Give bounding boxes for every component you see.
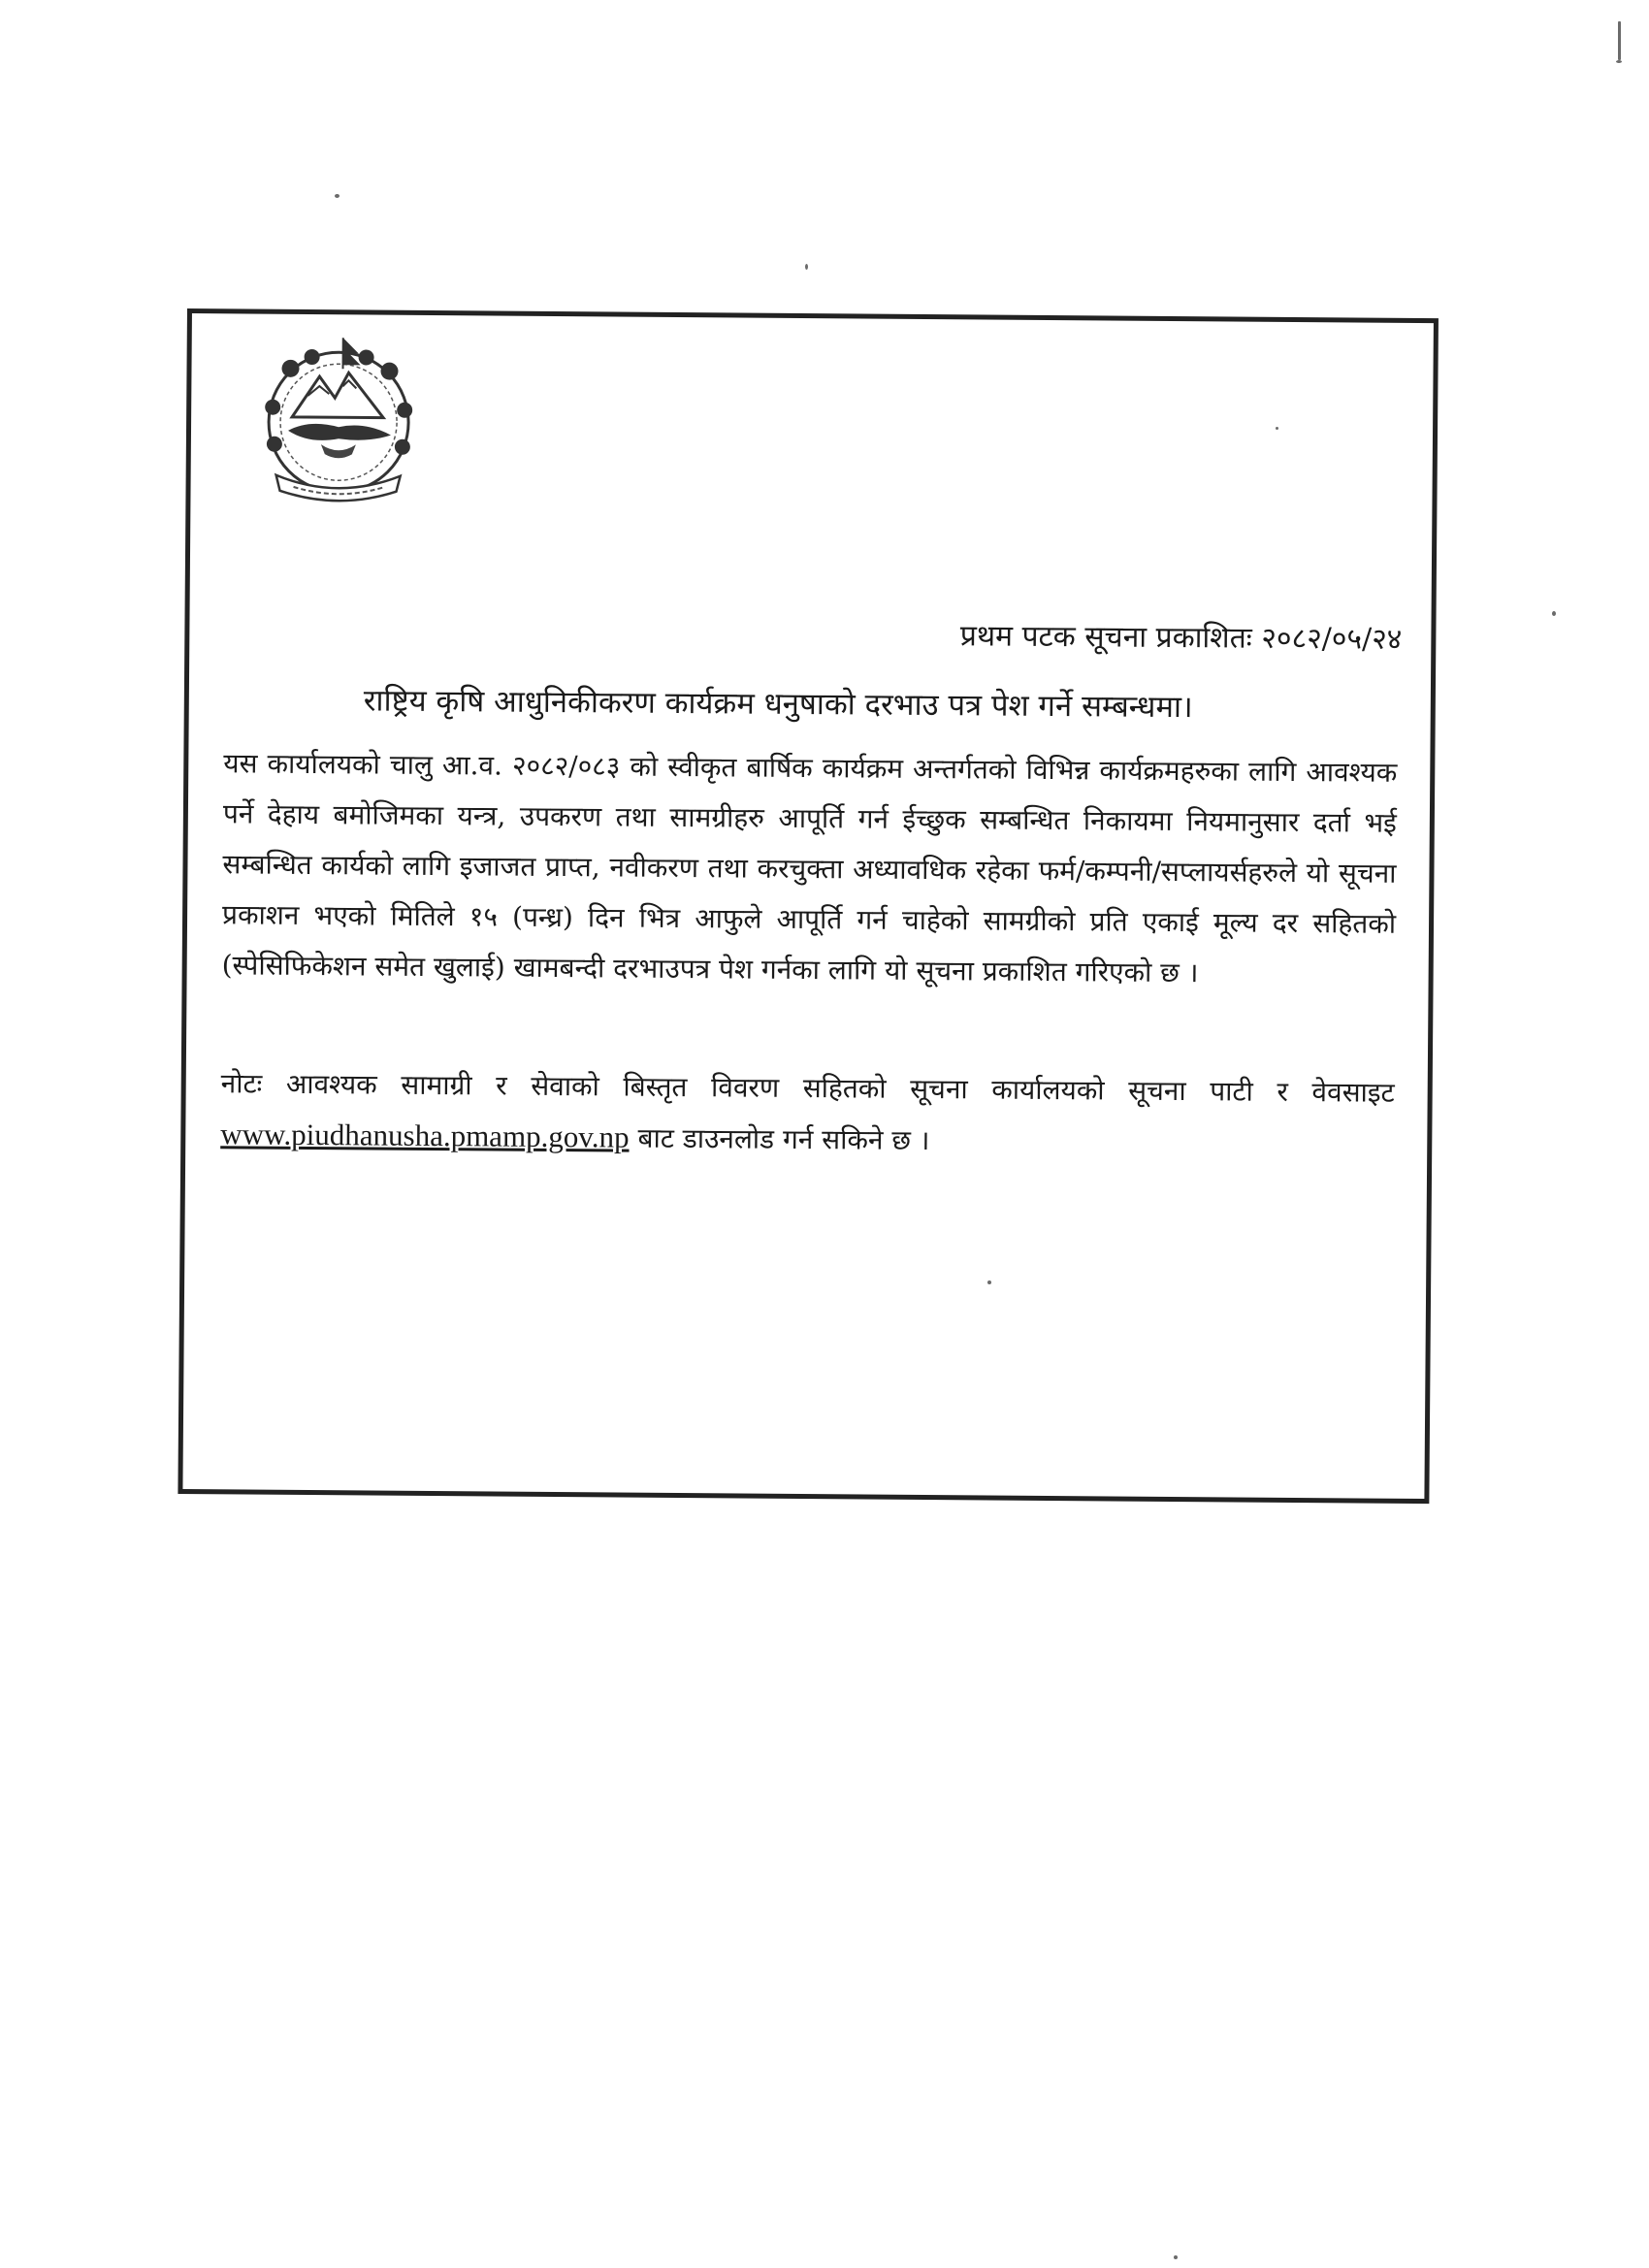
- notice-box: [178, 308, 1439, 1504]
- nepal-government-emblem-icon: [250, 330, 426, 505]
- notice-note: [220, 1058, 1395, 1169]
- scan-speck: [1616, 60, 1622, 63]
- scan-speck: [1618, 21, 1621, 60]
- website-link[interactable]: www.piudhanusha.pmamp.gov.np: [220, 1117, 630, 1154]
- scan-speck: [1552, 611, 1556, 616]
- note-suffix: बाट डाउनलोड गर्न सकिने छ ।: [637, 1121, 930, 1157]
- scan-speck: [335, 194, 340, 198]
- scan-speck: [805, 264, 808, 270]
- scan-speck: [1174, 2255, 1178, 2259]
- notice-body: यस कार्यालयको चालु आ.व. २०८२/०८३ को स्वीकृत बार्षिक कार्यक्रम अन्तर्गतको विभिन्न कार्यक्रमहरुका लागि आवश्यक पर्ने देहाय बमोजिमका यन्त्र, उपकरण तथा सामग्रीहरु आपूर्ति गर्न ईच्छुक सम्बन्धित निकायमा नियमानुसार दर्ता भई सम्बन्धित कार्यको लागि इजाजत प्राप्त, नवीकरण तथा करचुक्ता अध्यावधिक रहेका फर्म/कम्पनी/सप्लायर्सहरुले यो सूचना प्रकाशन भएको मितिले १५ (पन्ध्र) दिन भित्र आफुले आपूर्ति गर्न चाहेको सामग्रीको प्रति एकाई मूल्य दर सहितको (स्पेसिफिकेशन समेत खुलाई) खामबन्दी दरभाउपत्र पेश गर्नका लागि यो सूचना प्रकाशित गरिएको छ ।: [221, 747, 1398, 989]
- note-prefix: नोटः आवश्यक सामाग्री र सेवाको बिस्तृत विवरण सहितको सूचना कार्यालयको सूचना पाटी र वेवसाइट: [220, 1067, 1395, 1109]
- published-date: प्रथम पटक सूचना प्रकाशितः २०८२/०५/२४: [959, 619, 1403, 657]
- notice-subject: राष्ट्रिय कृषि आधुनिकीकरण कार्यक्रम धनुषाको दरभाउ पत्र पेश गर्ने सम्बन्धमा।: [363, 683, 1193, 726]
